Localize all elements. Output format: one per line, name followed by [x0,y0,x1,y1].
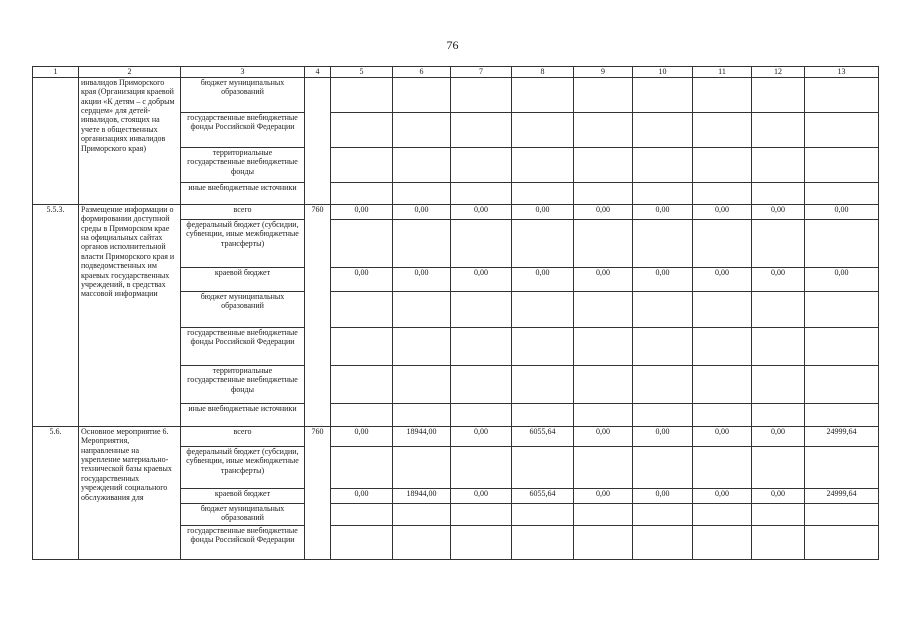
value-cell: 0,00 [633,427,693,447]
item-index [33,78,79,205]
funding-source: государственные внебюджетные фонды Российской Федерации [181,526,305,560]
value-cell: 0,00 [693,427,752,447]
value-cell: 0,00 [752,205,805,220]
column-header: 8 [512,67,574,78]
value-cell: 0,00 [512,205,574,220]
column-header: 3 [181,67,305,78]
value-cell: 6055,64 [512,427,574,447]
funding-source: государственные внебюджетные фонды Российской Федерации [181,113,305,148]
column-header: 11 [693,67,752,78]
value-cell: 0,00 [331,205,393,220]
value-cell: 24999,64 [805,427,879,447]
funding-source: иные внебюджетные источники [181,183,305,205]
column-header: 13 [805,67,879,78]
value-cell: 18944,00 [393,489,451,504]
column-header: 10 [633,67,693,78]
column-header: 9 [574,67,633,78]
budget-table [32,66,879,560]
column-header: 7 [451,67,512,78]
value-cell: 0,00 [574,268,633,292]
table-row [33,427,879,447]
value-cell: 0,00 [331,268,393,292]
item-name: Основное мероприятие 6. Мероприятия, направленные на укрепление материально-технической базы краевых государственных учреждений социального обслуживания для [79,427,181,560]
value-cell: 0,00 [752,427,805,447]
value-cell: 6055,64 [512,489,574,504]
funding-source: территориальные государственные внебюджетные фонды [181,366,305,404]
value-cell: 0,00 [633,205,693,220]
value-cell: 0,00 [805,268,879,292]
item-name: Размещение информации о формировании доступной среды в Приморском крае на официальных сайтах органов исполнительной власти Приморского края и подведомственных им краевых государственных учреждений, в средствах массовой информации [79,205,181,427]
value-cell: 0,00 [752,268,805,292]
item-index: 5.5.3. [33,205,79,427]
funding-source: краевой бюджет [181,489,305,504]
value-cell: 24999,64 [805,489,879,504]
funding-source: иные внебюджетные источники [181,404,305,427]
value-cell: 0,00 [451,268,512,292]
column-header: 2 [79,67,181,78]
value-cell: 0,00 [574,489,633,504]
value-cell: 0,00 [331,427,393,447]
page-number: 76 [446,38,459,52]
funding-source: федеральный бюджет (субсидии, субвенции, иные межбюджетные трансферты) [181,220,305,268]
value-cell: 0,00 [393,205,451,220]
value-cell: 0,00 [693,268,752,292]
value-cell: 0,00 [693,205,752,220]
funding-source: всего [181,427,305,447]
value-cell: 18944,00 [393,427,451,447]
funding-source: федеральный бюджет (субсидии, субвенции, иные межбюджетные трансферты) [181,447,305,489]
item-code [305,78,331,205]
value-cell: 0,00 [752,489,805,504]
funding-source: бюджет муниципальных образований [181,504,305,526]
value-cell: 0,00 [574,205,633,220]
column-header: 12 [752,67,805,78]
table-row [33,78,879,113]
funding-source: краевой бюджет [181,268,305,292]
value-cell: 0,00 [331,489,393,504]
value-cell: 0,00 [633,489,693,504]
value-cell: 0,00 [512,268,574,292]
value-cell: 0,00 [451,427,512,447]
funding-source: всего [181,205,305,220]
column-header: 4 [305,67,331,78]
value-cell: 0,00 [805,205,879,220]
funding-source: бюджет муниципальных образований [181,78,305,113]
column-header: 5 [331,67,393,78]
value-cell: 0,00 [574,427,633,447]
value-cell: 0,00 [451,489,512,504]
value-cell: 0,00 [633,268,693,292]
item-index: 5.6. [33,427,79,560]
column-header: 1 [33,67,79,78]
funding-source: государственные внебюджетные фонды Российской Федерации [181,328,305,366]
item-code: 760 [305,205,331,427]
item-name: инвалидов Приморского края (Организация краевой акции «К детям – с добрым сердцем» для детей-инвалидов, стоящих на учете в общественных организациях инвалидов Приморского края) [79,78,181,205]
header-row [33,67,879,78]
funding-source: бюджет муниципальных образований [181,292,305,328]
item-code: 760 [305,427,331,560]
value-cell: 0,00 [393,268,451,292]
funding-source: территориальные государственные внебюджетные фонды [181,148,305,183]
column-header: 6 [393,67,451,78]
value-cell: 0,00 [693,489,752,504]
value-cell: 0,00 [451,205,512,220]
table-row [33,205,879,220]
